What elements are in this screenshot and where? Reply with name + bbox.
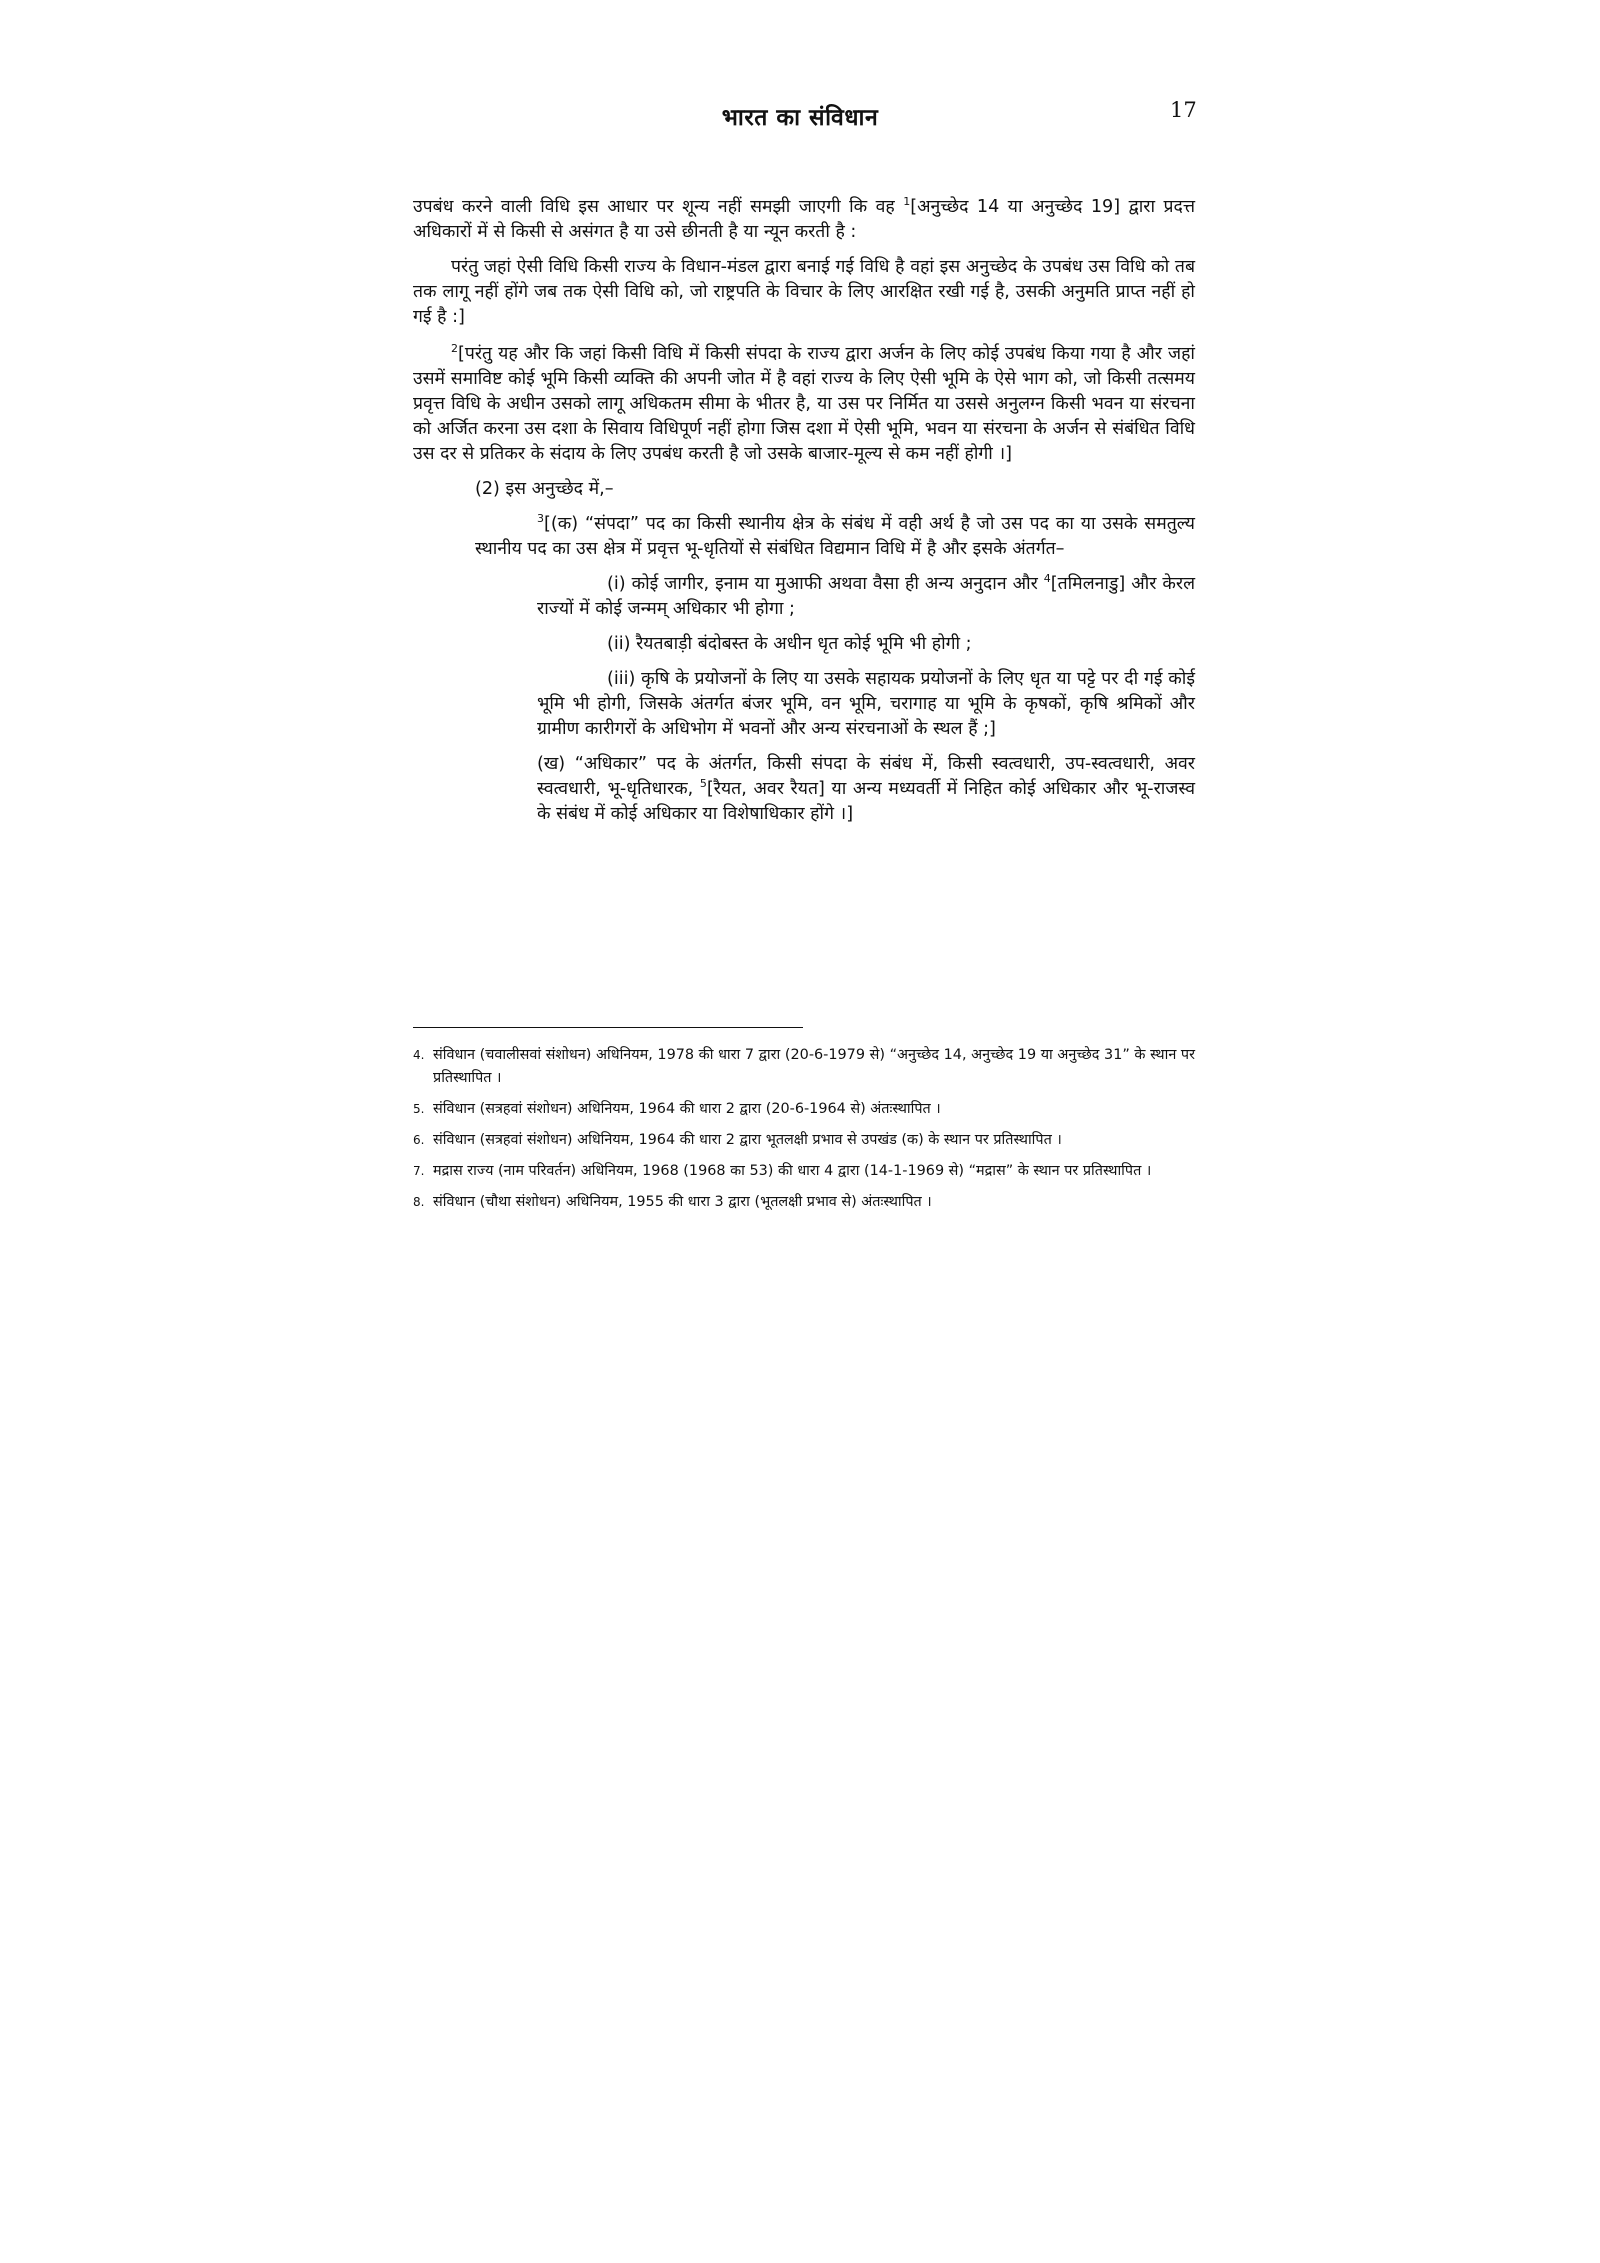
paragraph-continuation: [413, 195, 1195, 245]
footnote-ref: 2: [451, 342, 458, 356]
footnote-item: [413, 1191, 1195, 1214]
footnote-text: संविधान (सत्रहवां संशोधन) अधिनियम, 1964 की धारा 2 द्वारा भूतलक्षी प्रभाव से उपखंड (क) के स्थान पर प्रतिस्थापित ।: [433, 1132, 1062, 1148]
paragraph-text: (i) कोई जागीर, इनाम या मुआफी अथवा वैसा ही अन्य अनुदान और: [607, 574, 1044, 594]
paragraph-text: [परंतु यह और कि जहां किसी विधि में किसी संपदा के राज्य द्वारा अर्जन के लिए कोई उपबंध किया गया है और जहां उसमें समाविष्ट कोई भूमि किसी व्यक्ति की अपनी जोत में है वहां राज्य के लिए ऐसी भूमि के ऐसे भाग को, जो किसी तत्समय प्रवृत्त विधि के अधीन उसको लागू अधिकतम सीमा के भीतर है, या उस पर निर्मित या उससे अनुलग्न किसी भवन या संरचना को अर्जित करना उस दशा के सिवाय विधिपूर्ण नहीं होगा जिस दशा में ऐसी भूमि, भवन या संरचना के अर्जन से संबंधित विधि उस दर से प्रतिकर के संदाय के लिए उपबंध करती है जो उसके बाजार-मूल्य से कम नहीं होगी ।]: [413, 344, 1195, 464]
paragraph-text: [तमिलनाडु] और केरल राज्यों में कोई जन्मम् अधिकार भी होगा ;: [537, 574, 1195, 619]
footnote-ref: 5: [699, 777, 707, 791]
paragraph-text: (ख) “अधिकार” पद के अंतर्गत, किसी संपदा के संबंध में, किसी स्वत्वधारी, उप-स्वत्वधारी, अवर स्वत्वधारी, भू-धृतिधारक,: [537, 754, 1195, 799]
footnote-item: [413, 1129, 1195, 1152]
paragraph-text: (2) इस अनुच्छेद में,–: [475, 479, 614, 499]
footnote-number: 6.: [413, 1133, 425, 1147]
paragraph-text: (iii) कृषि के प्रयोजनों के लिए या उसके सहायक प्रयोजनों के लिए धृत या पट्टे पर दी गई कोई भूमि भी होगी, जिसके अंतर्गत बंजर भूमि, वन भूमि, चरागाह या भूमि के कृषकों, कृषि श्रमिकों और ग्रामीण कारीगरों के अधिभोग में भवनों और अन्य संरचनाओं के स्थल हैं ;]: [537, 669, 1195, 739]
paragraph-proviso-1: [413, 255, 1195, 330]
footnote-text: मद्रास राज्य (नाम परिवर्तन) अधिनियम, 1968 (1968 का 53) की धारा 4 द्वारा (14-1-1969 से) “मद्रास” के स्थान पर प्रतिस्थापित ।: [433, 1163, 1152, 1179]
paragraph-text: [अनुच्छेद 14 या अनुच्छेद 19] द्वारा प्रदत्त अधिकारों में से किसी से असंगत है या उसे छीनती है या न्यून करती है :: [413, 197, 1195, 242]
clause-ka: [413, 512, 1195, 562]
main-text: [413, 195, 1195, 837]
item-i: [413, 572, 1195, 622]
clause-2-heading: [413, 477, 1195, 502]
footnote-text: संविधान (चवालीसवां संशोधन) अधिनियम, 1978 की धारा 7 द्वारा (20-6-1979 से) “अनुच्छेद 14, अनुच्छेद 19 या अनुच्छेद 31” के स्थान पर प्रतिस्थापित ।: [433, 1047, 1195, 1086]
paragraph-text: परंतु जहां ऐसी विधि किसी राज्य के विधान-मंडल द्वारा बनाई गई विधि है वहां इस अनुच्छेद के उपबंध उस विधि को तब तक लागू नहीं होंगे जब तक ऐसी विधि को, जो राष्ट्रपति के विचार के लिए आरक्षित रखी गई है, उसकी अनुमति प्राप्त नहीं हो गई है :]: [413, 257, 1195, 327]
page-title: भारत का संविधान: [721, 105, 879, 131]
footnote-number: 5.: [413, 1102, 425, 1116]
footnotes: [413, 1044, 1195, 1222]
footnote-item: [413, 1098, 1195, 1121]
footnote-ref: 1: [903, 195, 911, 209]
paragraph-text: उपबंध करने वाली विधि इस आधार पर शून्य नहीं समझी जाएगी कि वह: [413, 197, 904, 217]
paragraph-text: (ii) रैयतबाड़ी बंदोबस्त के अधीन धृत कोई भूमि भी होगी ;: [607, 634, 972, 654]
footnote-text: संविधान (सत्रहवां संशोधन) अधिनियम, 1964 की धारा 2 द्वारा (20-6-1964 से) अंतःस्थापित ।: [433, 1101, 941, 1117]
footnote-number: 8.: [413, 1195, 425, 1209]
item-iii: [413, 667, 1195, 742]
footnote-number: 4.: [413, 1048, 425, 1062]
paragraph-text: [(क) “संपदा” पद का किसी स्थानीय क्षेत्र के संबंध में वही अर्थ है जो उस पद का या उसके समतुल्य स्थानीय पद का उस क्षेत्र में प्रवृत्त भू-धृतियों से संबंधित विद्यमान विधि में है और इसके अंतर्गत–: [475, 514, 1195, 559]
footnote-text: संविधान (चौथा संशोधन) अधिनियम, 1955 की धारा 3 द्वारा (भूतलक्षी प्रभाव से) अंतःस्थापित ।: [433, 1194, 932, 1210]
item-ii: [413, 632, 1195, 657]
footnote-item: [413, 1044, 1195, 1090]
footnote-ref: 4: [1043, 572, 1051, 586]
paragraph-proviso-2: [413, 342, 1195, 467]
paragraph-text: [रैयत, अवर रैयत] या अन्य मध्यवर्ती में निहित कोई अधिकार और भू-राजस्व के संबंध में कोई अधिकार या विशेषाधिकार होंगे ।]: [537, 779, 1196, 824]
page-header: [0, 92, 1600, 132]
footnote-ref: 3: [537, 512, 544, 526]
page-number: 17: [1170, 98, 1197, 122]
footnote-item: [413, 1160, 1195, 1183]
clause-kha: [413, 752, 1195, 827]
footnote-divider: [413, 1027, 803, 1028]
footnote-number: 7.: [413, 1164, 425, 1178]
